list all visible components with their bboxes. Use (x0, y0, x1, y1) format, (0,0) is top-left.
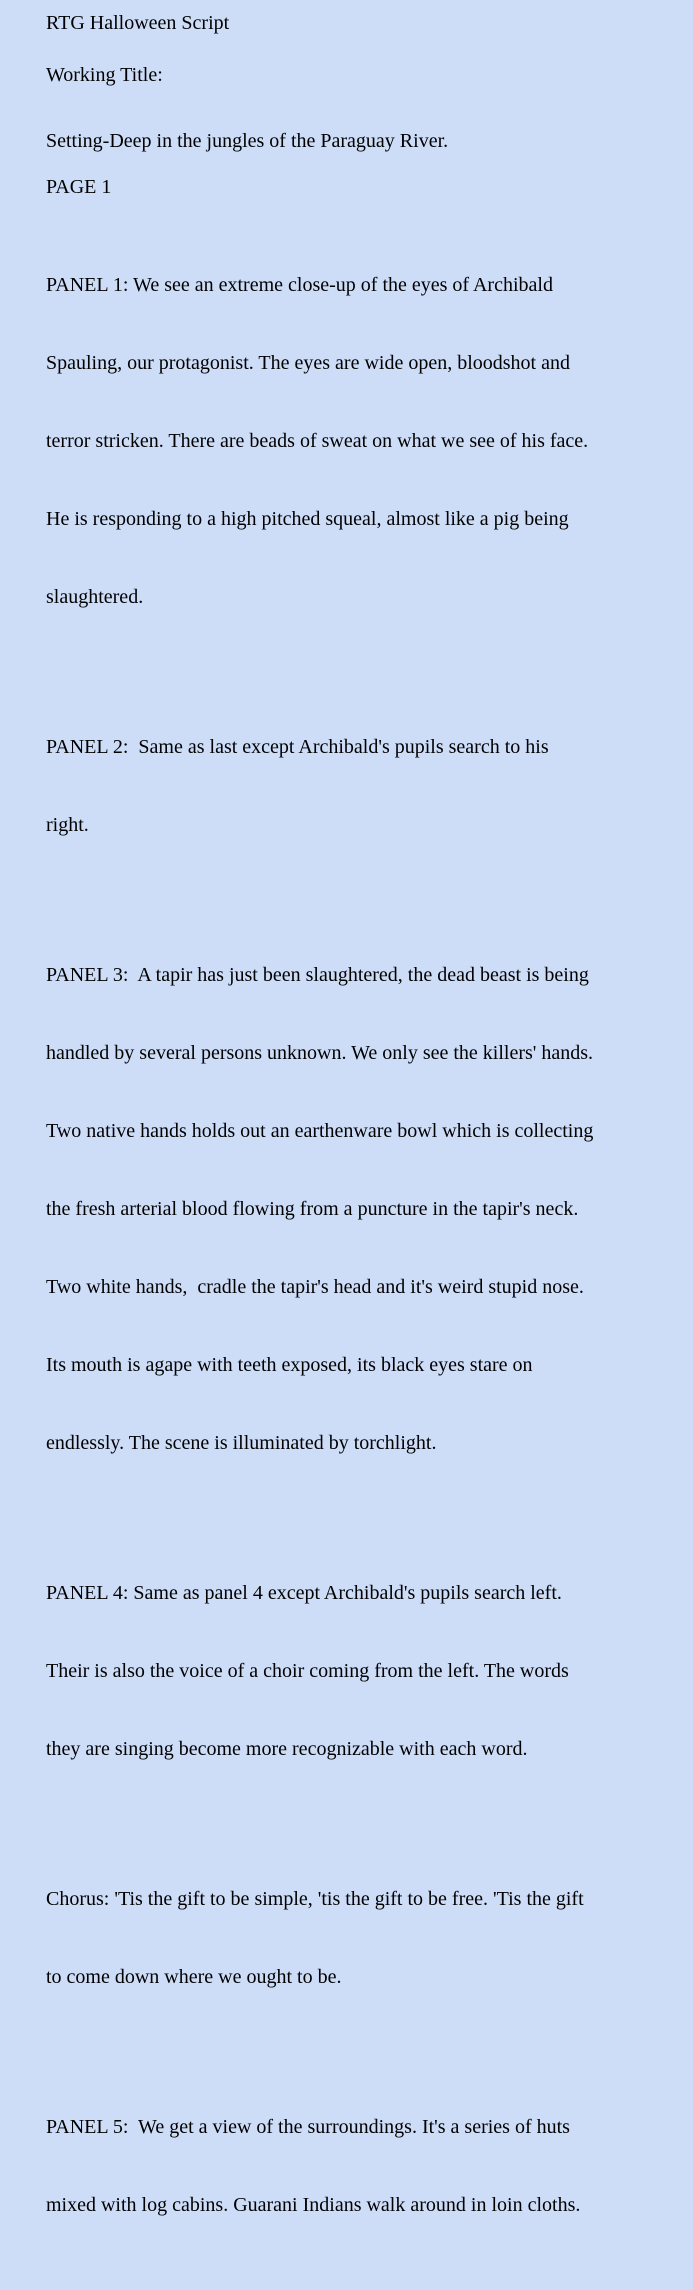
panel-line: the fresh arterial blood flowing from a puncture in the tapir's neck. (46, 1198, 579, 1220)
panel-line: they are singing become more recognizable with each word. (46, 1738, 528, 1760)
setting-line: Setting-Deep in the jungles of the Paraguay River. (46, 130, 449, 152)
panel-1 (46, 220, 686, 662)
document-title: RTG Halloween Script (46, 12, 230, 34)
panel-line: terror stricken. There are beads of sweat on what we see of his face. (46, 430, 589, 452)
panel-line: Two white hands, cradle the tapir's head and it's weird stupid nose. (46, 1276, 584, 1298)
panel-5 (46, 2062, 686, 2270)
panel-line: Spauling, our protagonist. The eyes are wide open, bloodshot and (46, 352, 570, 374)
panel-line: He is responding to a high pitched squeal, almost like a pig being (46, 508, 569, 530)
panel-3 (46, 910, 686, 1508)
panel-line: right. (46, 814, 89, 836)
panel-2 (46, 682, 686, 890)
panel-line: Its mouth is agape with teeth exposed, its black eyes stare on (46, 1354, 533, 1376)
chorus-line: Chorus: 'Tis the gift to be simple, 'tis the gift to be free. 'Tis the gift (46, 1888, 584, 1910)
panel-line: PANEL 4: Same as panel 4 except Archibald's pupils search left. (46, 1582, 562, 1604)
panel-line: PANEL 2: Same as last except Archibald's pupils search to his (46, 736, 549, 758)
panel-line: Their is also the voice of a choir coming from the left. The words (46, 1660, 569, 1682)
panel-line: mixed with log cabins. Guarani Indians walk around in loin cloths. (46, 2194, 581, 2216)
panel-line: Two native hands holds out an earthenware bowl which is collecting (46, 1120, 594, 1142)
panel-line: PANEL 1: We see an extreme close-up of the eyes of Archibald (46, 274, 553, 296)
script-body (46, 128, 686, 2290)
panel-line: handled by several persons unknown. We only see the killers' hands. (46, 1042, 594, 1064)
page-label: PAGE 1 (46, 176, 112, 198)
chorus (46, 1834, 686, 2042)
panel-line: slaughtered. (46, 586, 144, 608)
panel-line: PANEL 5: We get a view of the surroundings. It's a series of huts (46, 2116, 570, 2138)
panel-line: endlessly. The scene is illuminated by torchlight. (46, 1432, 437, 1454)
chorus-line: to come down where we ought to be. (46, 1966, 342, 1988)
working-title-label: Working Title: (46, 64, 163, 86)
panel-line: PANEL 3: A tapir has just been slaughtered, the dead beast is being (46, 964, 589, 986)
panel-4 (46, 1528, 686, 1814)
